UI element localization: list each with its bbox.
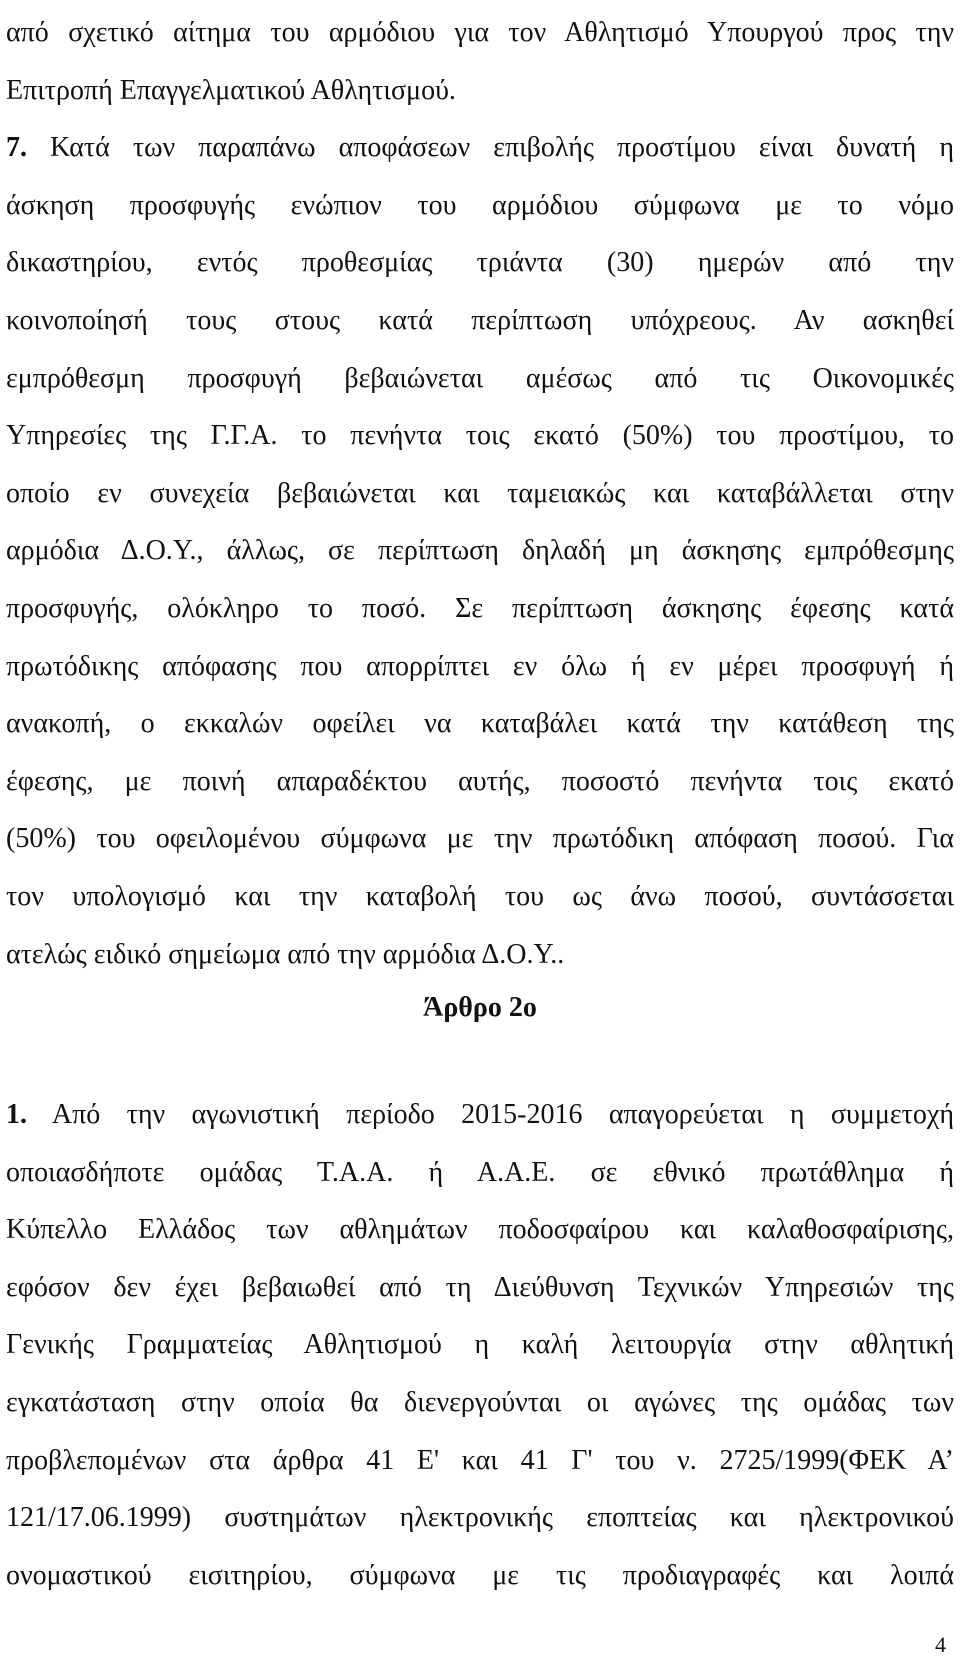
page-number: 4 [935, 1632, 946, 1657]
text-line: άσκηση προσφυγής ενώπιον του αρμόδιου σύμφωνα με το νόμο [6, 189, 954, 221]
text-line: Υπηρεσίες της Γ.Γ.Α. το πενήντα τοις εκατό (50%) του προστίμου, το [6, 420, 954, 452]
text-line: πρωτόδικης απόφασης που απορρίπτει εν όλω ή εν μέρει προσφυγή ή [6, 650, 954, 682]
text-line: (50%) του οφειλομένου σύμφωνα με την πρωτόδικη απόφαση ποσού. Για [6, 823, 954, 855]
text-line: εμπρόθεσμη προσφυγή βεβαιώνεται αμέσως από τις Οικονομικές [6, 362, 954, 394]
text-line: προβλεπομένων στα άρθρα 41 Ε' και 41 Γ' του ν. 2725/1999(ΦΕΚ Α’ [6, 1444, 954, 1476]
text-line: 121/17.06.1999) συστημάτων ηλεκτρονικής εποπτείας και ηλεκτρονικού [6, 1502, 954, 1534]
text-line: οποιασδήποτε ομάδας Τ.Α.Α. ή Α.Α.Ε. σε εθνικό πρωτάθλημα ή [6, 1156, 954, 1188]
text-line: έφεσης, με ποινή απαραδέκτου αυτής, ποσοστό πενήντα τοις εκατό [6, 765, 954, 797]
text-line-numbered [6, 1086, 954, 1144]
paragraph-number: 1. [6, 1099, 27, 1130]
text-line: Από την αγωνιστική περίοδο 2015-2016 απαγορεύεται η συμμετοχή [51, 1099, 954, 1130]
paragraph-1 [6, 1086, 954, 1604]
text-line: εγκατάσταση στην οποία θα διενεργούνται οι αγώνες της ομάδας των [6, 1386, 954, 1418]
text-line: τον υπολογισμό και την καταβολή του ως άνω ποσού, συντάσσεται [6, 880, 954, 912]
text-line: Κύπελλο Ελλάδος των αθλημάτων ποδοσφαίρου και καλαθοσφαίρισης, [6, 1214, 954, 1246]
text-line: αρμόδια Δ.Ο.Υ., άλλως, σε περίπτωση δηλαδή μη άσκησης εμπρόθεσμης [6, 535, 954, 567]
text-line: ανακοπή, ο εκκαλών οφείλει να καταβάλει κατά την κατάθεση της [6, 708, 954, 740]
text-line: εφόσον δεν έχει βεβαιωθεί από τη Διεύθυνση Τεχνικών Υπηρεσιών της [6, 1271, 954, 1303]
text-line: ατελώς ειδικό σημείωμα από την αρμόδια Δ.Ο.Υ.. [6, 938, 565, 970]
text-line: από σχετικό αίτημα του αρμόδιου για τον Αθλητισμό Υπουργού προς την [6, 17, 954, 48]
text-line: Κατά των παραπάνω αποφάσεων επιβολής προστίμου είναι δυνατή η [50, 132, 954, 164]
text-line: προσφυγής, ολόκληρο το ποσό. Σε περίπτωση άσκησης έφεσης κατά [6, 592, 954, 624]
text-line: οποίο εν συνεχεία βεβαιώνεται και ταμειακώς και καταβάλλεται στην [6, 477, 954, 509]
text-line: ονομαστικού εισιτηρίου, σύμφωνα με τις προδιαγραφές και λοιπά [6, 1559, 954, 1591]
paragraph-number: 7. [6, 132, 27, 164]
text-line: Γενικής Γραμματείας Αθλητισμού η καλή λειτουργία στην αθλητική [6, 1329, 954, 1361]
article-heading: Άρθρο 2ο [423, 992, 537, 1023]
text-line: κοινοποίησή τους στους κατά περίπτωση υπόχρεους. Αν ασκηθεί [6, 304, 954, 336]
text-line-numbered [6, 119, 954, 177]
paragraph-7 [6, 4, 954, 983]
text-line: Επιτροπή Επαγγελματικού Αθλητισμού. [6, 74, 456, 106]
text-line: δικαστηρίου, εντός προθεσμίας τριάντα (30) ημερών από την [6, 247, 954, 279]
